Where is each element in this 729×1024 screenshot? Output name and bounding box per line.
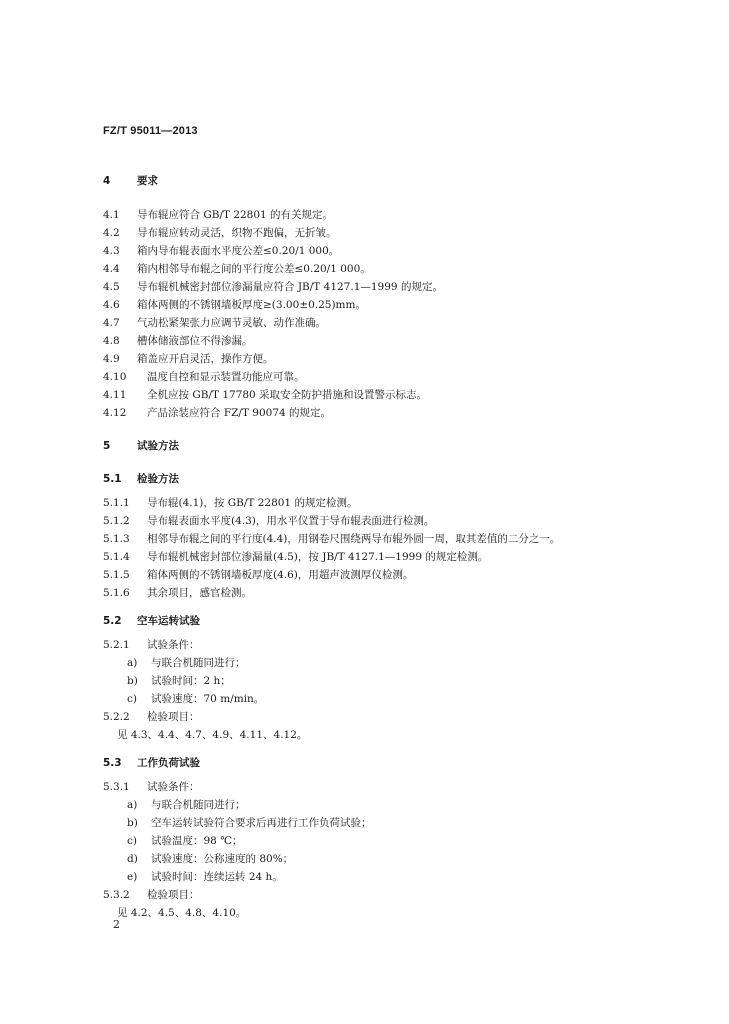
subsection-number: 5.3 — [103, 757, 122, 769]
section-number: 5 — [103, 440, 111, 452]
section-number: 4 — [103, 175, 111, 187]
clause-text: 导布辊表面水平度(4.3)，用水平仪置于导布辊表面进行检测。 — [147, 515, 435, 527]
see-reference: 见 4.2、4.5、4.8、4.10。 — [117, 907, 247, 919]
clause-4-1 — [103, 208, 333, 222]
clause-5-1-6 — [103, 586, 252, 600]
section-5-heading — [103, 439, 179, 453]
clause-4-2 — [103, 226, 337, 240]
clause-text: 全机应按 GB/T 17780 采取安全防护措施和设置警示标志。 — [147, 389, 428, 401]
clause-number: 4.5 — [103, 281, 120, 293]
condition-b — [127, 674, 231, 688]
clause-4-12 — [103, 406, 331, 420]
clause-text: 导布辊机械密封部位渗漏量应符合 JB/T 4127.1—1999 的规定。 — [137, 281, 443, 293]
list-marker: a) — [127, 799, 138, 811]
see-reference: 见 4.3、4.4、4.7、4.9、4.11、4.12。 — [117, 729, 308, 741]
clause-5-3-1 — [103, 780, 200, 794]
list-marker: b) — [127, 675, 138, 687]
list-marker: e) — [127, 871, 138, 883]
clause-text: 箱盖应开启灵活，操作方便。 — [137, 353, 274, 365]
subsection-number: 5.1 — [103, 473, 122, 485]
clause-text: 试验条件： — [147, 639, 200, 651]
list-text: 试验速度：70 m/min。 — [151, 693, 265, 705]
clause-4-9 — [103, 352, 274, 366]
clause-number: 5.1.5 — [103, 569, 130, 581]
list-marker: a) — [127, 657, 138, 669]
section-title: 要求 — [137, 175, 158, 187]
clause-5-1-2 — [103, 514, 434, 528]
clause-number: 4.4 — [103, 263, 120, 275]
clause-number: 5.1.1 — [103, 497, 130, 509]
clause-text: 试验条件： — [147, 781, 200, 793]
clause-5-1-1 — [103, 496, 357, 510]
condition-e — [127, 870, 283, 884]
clause-text: 导布辊(4.1)，按 GB/T 22801 的规定检测。 — [147, 497, 358, 509]
clause-text: 相邻导布辊之间的平行度(4.4)，用钢卷尺围绕两导布辊外圆一周，取其差值的二分之一。 — [147, 533, 561, 545]
clause-text: 导布辊应符合 GB/T 22801 的有关规定。 — [137, 209, 334, 221]
condition-a — [127, 798, 246, 812]
clause-4-7 — [103, 316, 326, 330]
clause-text: 箱内相邻导布辊之间的平行度公差≤0.20/1 000。 — [137, 263, 371, 275]
clause-number: 4.6 — [103, 299, 120, 311]
list-text: 与联合机随同进行； — [151, 799, 246, 811]
standard-header: FZ/T 95011—2013 — [103, 125, 198, 137]
condition-c — [127, 692, 264, 706]
condition-b — [127, 816, 372, 830]
list-text: 与联合机随同进行； — [151, 657, 246, 669]
clause-number: 4.7 — [103, 317, 120, 329]
clause-text: 箱体两侧的不锈钢墙板厚度≥(3.00±0.25)mm。 — [137, 299, 366, 311]
list-marker: b) — [127, 817, 138, 829]
clause-number: 4.3 — [103, 245, 120, 257]
clause-4-6 — [103, 298, 366, 312]
clause-number: 5.1.4 — [103, 551, 130, 563]
subsection-title: 工作负荷试验 — [137, 757, 200, 769]
clause-number: 4.9 — [103, 353, 120, 365]
list-text: 试验温度：98 ℃； — [151, 835, 243, 847]
clause-number: 5.3.2 — [103, 889, 130, 901]
list-text: 试验时间：连续运转 24 h。 — [151, 871, 283, 883]
clause-text: 箱内导布辊表面水平度公差≤0.20/1 000。 — [137, 245, 340, 257]
clause-number: 5.1.3 — [103, 533, 130, 545]
clause-text: 产品涂装应符合 FZ/T 90074 的规定。 — [147, 407, 332, 419]
list-text: 试验时间：2 h； — [151, 675, 231, 687]
clause-4-5 — [103, 280, 443, 294]
clause-4-11 — [103, 388, 427, 402]
section-title: 试验方法 — [137, 440, 179, 452]
clause-5-1-5 — [103, 568, 413, 582]
clause-text: 槽体储液部位不得渗漏。 — [137, 335, 253, 347]
subsection-title: 检验方法 — [137, 473, 179, 485]
clause-5-1-4 — [103, 550, 488, 564]
clause-4-4 — [103, 262, 371, 276]
clause-number: 5.1.6 — [103, 587, 130, 599]
clause-text: 检验项目： — [147, 711, 200, 723]
subsection-number: 5.2 — [103, 615, 122, 627]
subsection-5-2-heading — [103, 614, 200, 628]
clause-5-2-1 — [103, 638, 200, 652]
subsection-5-1-heading — [103, 472, 179, 486]
clause-text: 检验项目： — [147, 889, 200, 901]
clause-number: 5.3.1 — [103, 781, 130, 793]
clause-number: 5.2.1 — [103, 639, 130, 651]
clause-4-3 — [103, 244, 339, 258]
condition-a — [127, 656, 246, 670]
list-text: 试验速度：公称速度的 80%； — [151, 853, 294, 865]
list-marker: d) — [127, 853, 138, 865]
subsection-title: 空车运转试验 — [137, 615, 200, 627]
clause-text: 导布辊应转动灵活，织物不跑偏，无折皱。 — [137, 227, 337, 239]
clause-5-1-3 — [103, 532, 560, 546]
list-marker: c) — [127, 835, 137, 847]
clause-5-2-2 — [103, 710, 200, 724]
clause-text: 导布辊机械密封部位渗漏量(4.5)，按 JB/T 4127.1—1999 的规定检测。 — [147, 551, 489, 563]
clause-text: 气动松紧架张力应调节灵敏、动作准确。 — [137, 317, 326, 329]
clause-number: 4.12 — [103, 407, 127, 419]
clause-number: 4.2 — [103, 227, 120, 239]
clause-number: 4.8 — [103, 335, 120, 347]
clause-4-10 — [103, 370, 305, 384]
subsection-5-3-heading — [103, 756, 200, 770]
clause-text: 其余项目，感官检测。 — [147, 587, 252, 599]
condition-c — [127, 834, 242, 848]
clause-number: 5.2.2 — [103, 711, 130, 723]
clause-text: 温度自控和显示装置功能应可靠。 — [147, 371, 305, 383]
clause-number: 4.10 — [103, 371, 127, 383]
clause-number: 4.1 — [103, 209, 120, 221]
list-text: 空车运转试验符合要求后再进行工作负荷试验； — [151, 817, 372, 829]
section-4-heading — [103, 174, 158, 188]
condition-d — [127, 852, 293, 866]
clause-text: 箱体两侧的不锈钢墙板厚度(4.6)，用超声波测厚仪检测。 — [147, 569, 414, 581]
page-number: 2 — [113, 918, 120, 931]
list-marker: c) — [127, 693, 137, 705]
clause-4-8 — [103, 334, 253, 348]
clause-5-3-2 — [103, 888, 200, 902]
clause-number: 4.11 — [103, 389, 127, 401]
clause-number: 5.1.2 — [103, 515, 130, 527]
